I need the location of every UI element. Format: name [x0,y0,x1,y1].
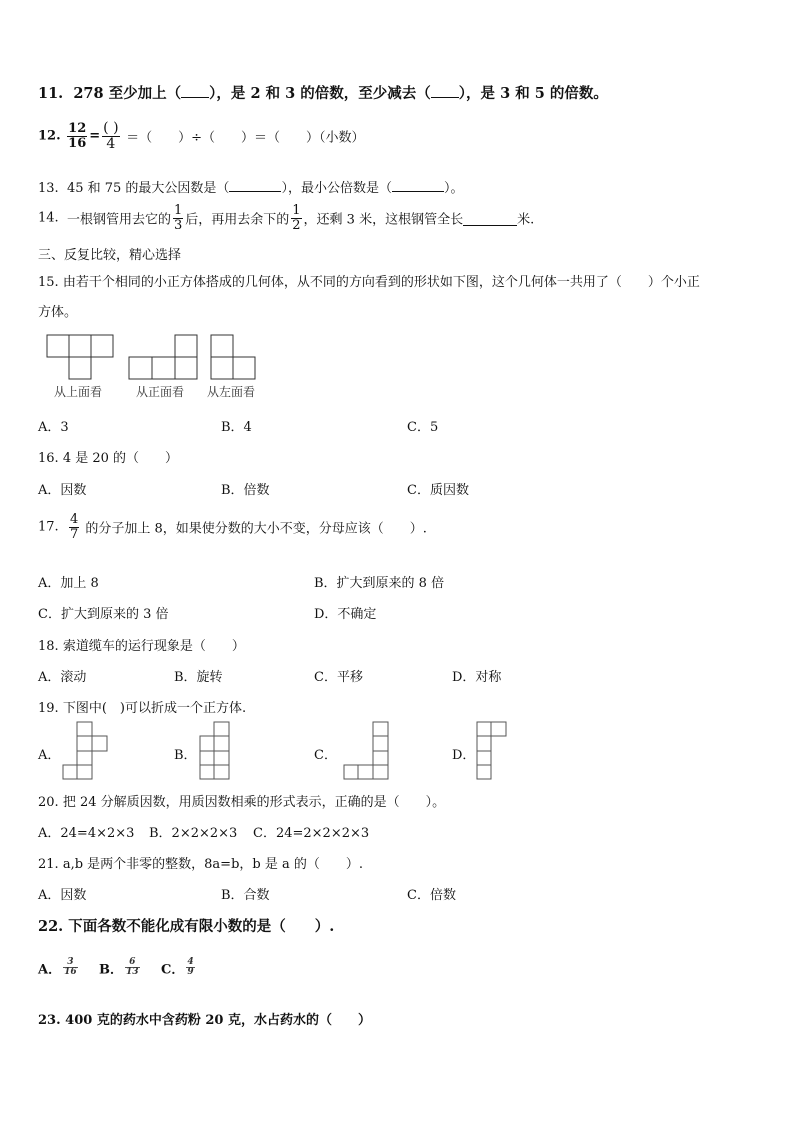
question-15-line2: 方体。 [38,305,78,320]
option-c[interactable]: C．扩大到原来的 3 倍 [38,607,169,622]
option-a[interactable]: A．滚动 [38,670,87,685]
net-d-figure [476,721,508,781]
option-a[interactable]: A．3 [38,420,69,435]
question-16: 16. 4 是 20 的（ ） [38,451,179,466]
option-c[interactable]: C．质因数 [407,483,469,498]
question-14: 14. 一根钢管用去它的 $\frac{1}{3}$ 后，再用去余下的 $\frac{1}{2}$ ，还剩 3 米，这根钢管全长 米. [38,203,535,233]
answer-blank[interactable] [431,97,459,98]
answer-blank[interactable] [181,97,209,98]
option-b[interactable]: B． $\frac{6}{13}$ [99,957,139,978]
option-a[interactable]: A．加上 8 [38,576,99,591]
answer-blank[interactable] [229,191,281,192]
option-c[interactable]: C． [314,748,337,763]
section-heading: 三、反复比较，精心选择 [38,248,182,263]
question-11: 11. 278 至少加上（ ），是 2 和 3 的倍数，至少减去（ ），是 3 和 5 的倍数。 [38,85,608,102]
question-21: 21. a,b 是两个非零的整数，8a=b，b 是 a 的（ ）. [38,857,364,872]
caption-front-view: 从正面看 [136,385,185,399]
question-22: 22. 下面各数不能化成有限小数的是（ ）. [38,918,335,935]
option-c[interactable]: C． $\frac{4}{9}$ [161,957,194,978]
option-b[interactable]: B．2×2×2×3 [149,826,238,841]
option-b[interactable]: B．倍数 [221,483,270,498]
option-c[interactable]: C．倍数 [407,888,456,903]
option-b[interactable]: B．扩大到原来的 8 倍 [314,576,445,591]
fraction-4-9: $\frac{4}{9}$ [187,957,194,978]
question-20: 20. 把 24 分解质因数，用质因数相乘的形式表示，正确的是（ ）。 [38,795,446,810]
option-d[interactable]: D．不确定 [314,607,377,622]
top-view-figure [46,334,114,384]
fraction-12-16: $\frac{12}{16}$ [68,121,87,151]
question-12: 12. $\frac{12}{16}$ = $\frac{( )}{4}$ ＝（ ）÷（ ）＝（ ）（小数） [38,120,365,152]
option-a[interactable]: A．24=4×2×3 [38,826,135,841]
caption-left-view: 从左面看 [207,385,256,399]
option-c[interactable]: C．平移 [314,670,363,685]
fraction-1-3: $\frac{1}{3}$ [173,203,183,233]
option-b[interactable]: B．4 [221,420,252,435]
option-a[interactable]: A．因数 [38,888,87,903]
net-c-figure [343,721,389,781]
question-13: 13. 45 和 75 的最大公因数是（ ），最小公倍数是（ ）。 [38,181,464,196]
fraction-blank-over-4: $\frac{( )}{4}$ [103,120,119,152]
question-15: 15. 由若干个相同的小正方体搭成的几何体，从不同的方向看到的形状如下图，这个几何体一共用了（ ）个小正 [38,275,700,290]
question-23: 23. 400 克的药水中含药粉 20 克，水占药水的（ ） [38,1013,371,1028]
option-b[interactable]: B． [174,748,197,763]
answer-blank[interactable] [463,210,517,226]
net-b-figure [199,721,231,781]
fraction-4-7: $\frac{4}{7}$ [69,512,79,542]
option-a[interactable]: A．因数 [38,483,87,498]
answer-blank[interactable] [392,191,444,192]
option-a[interactable]: A． $\frac{3}{16}$ [38,957,77,978]
net-a-figure [62,721,108,781]
option-b[interactable]: B．旋转 [174,670,223,685]
question-17: 17. $\frac{4}{7}$ 的分子加上 8，如果使分数的大小不变，分母应该（ ）. [38,512,427,542]
left-view-figure [210,334,260,384]
fraction-6-13: $\frac{6}{13}$ [126,957,139,978]
option-b[interactable]: B．合数 [221,888,270,903]
question-18: 18. 索道缆车的运行现象是（ ） [38,639,245,654]
fraction-3-16: $\frac{3}{16}$ [64,957,77,978]
caption-top-view: 从上面看 [54,385,103,399]
option-a[interactable]: A． [38,748,61,763]
option-d[interactable]: D． [452,748,476,763]
question-19: 19. 下图中( )可以折成一个正方体. [38,701,247,716]
option-c[interactable]: C．24=2×2×2×3 [253,826,370,841]
front-view-figure [128,334,198,384]
option-c[interactable]: C．5 [407,420,439,435]
fraction-1-2: $\frac{1}{2}$ [292,203,301,233]
option-d[interactable]: D．对称 [452,670,502,685]
